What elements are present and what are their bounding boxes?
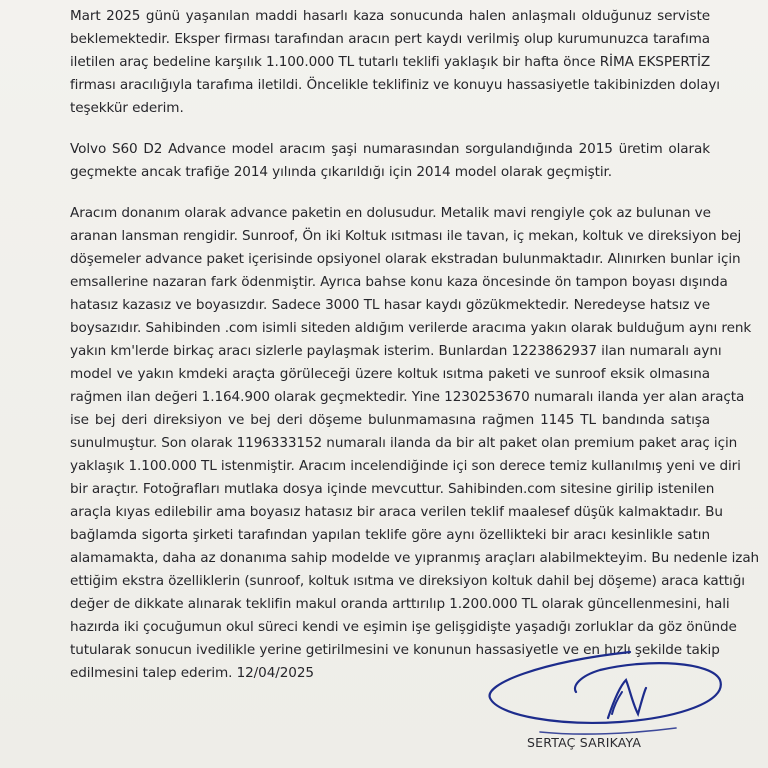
text-line: ise bej deri direksiyon ve bej deri döşeme bulunmamasına rağmen 1145 TL bandında satışa <box>70 412 710 428</box>
text-line: aranan lansman rengidir. Sunroof, Ön iki Koltuk ısıtması ile tavan, iç mekan, koltuk ve direksiyon bej <box>70 228 742 244</box>
text-line: yaklaşık 1.100.000 TL istenmiştir. Aracım incelendiğinde içi son derece temiz kullanılmış yeni ve diri <box>70 458 741 474</box>
text-line: Mart 2025 günü yaşanılan maddi hasarlı kaza sonucunda halen anlaşmalı olduğunuz serviste <box>70 8 710 24</box>
text-line: araçla kıyas edilebilir ama boyasız hatasız bir araca verilen teklif maalesef düşük kalmaktadır. Bu <box>70 504 723 520</box>
text-line: edilmesini talep ederim. 12/04/2025 <box>70 665 314 681</box>
text-line: ettiğim ekstra özelliklerin (sunroof, koltuk ısıtma ve direksiyon koltuk dahil bej döşeme) araca kattığı <box>70 573 745 589</box>
text-line: sunulmuştur. Son olarak 1196333152 numaralı ilanda da bir alt paket olan premium paket araç için <box>70 435 738 451</box>
text-line: beklemektedir. Eksper firması tarafından aracın pert kaydı verilmiş olup kurumunuzca tarafıma <box>70 31 710 47</box>
text-line: rağmen ilan değeri 1.164.900 olarak geçmektedir. Yine 1230253670 numaralı ilanda yer alan araçta <box>70 389 745 405</box>
letter-body <box>70 0 760 685</box>
text-line: Aracım donanım olarak advance paketin en dolusudur. Metalik mavi rengiyle çok az bulunan ve <box>70 205 711 221</box>
text-line: hazırda iki çocuğumun okul süreci kendi ve eşimin işe gelişgidişte yaşadığı zorluklar da göz önünde <box>70 619 737 635</box>
text-line: döşemeler advance paket içerisinde opsiyonel olarak ekstradan bulunmaktadır. Alınırken bunlar için <box>70 251 741 267</box>
paragraph-vehicle-model <box>70 138 710 184</box>
paragraph-vehicle-details <box>70 202 760 685</box>
signer-name: SERTAÇ SARIKAYA <box>527 735 642 750</box>
text-line: Volvo S60 D2 Advance model aracım şaşi numarasından sorgulandığında 2015 üretim olarak <box>70 141 710 157</box>
text-line: teşekkür ederim. <box>70 100 184 116</box>
text-line: bağlamda sigorta şirketi tarafından yapılan teklife göre aynı özellikteki bir aracı kesinlikle satın <box>70 527 710 543</box>
text-line: hatasız kazasız ve boyasızdır. Sadece 3000 TL hasar kaydı gözükmektedir. Neredeyse hatsız ve <box>70 297 710 313</box>
text-line: değer de dikkate alınarak teklifin makul oranda arttırılıp 1.200.000 TL olarak güncellenmesini, hali <box>70 596 730 612</box>
text-line: firması aracılığıyla tarafıma iletildi. Öncelikle teklifiniz ve konuyu hassasiyetle takibinizden dolayı <box>70 77 720 93</box>
paragraph-intro <box>70 5 720 120</box>
text-line: emsallerine nazaran fark ödenmiştir. Ayrıca bahse konu kaza öncesinde ön tampon boyası dışında <box>70 274 728 290</box>
text-line: tutularak sonucun ivedilikle yerine getirilmesini ve konunun hassasiyetle ve en hızlı şekilde takip <box>70 642 720 658</box>
text-line: model ve yakın kmdeki araçta görüleceği üzere koltuk ısıtma paketi ve sunroof eksik olmasına <box>70 366 710 382</box>
text-line: iletilen araç bedeline karşılık 1.100.000 TL tutarlı teklifi yaklaşık bir hafta önce RİMA EKSPERTİZ <box>70 54 711 70</box>
text-line: yakın km'lerde birkaç aracı sizlerle paylaşmak isterim. Bunlardan 1223862937 ilan numaralı aynı <box>70 343 722 359</box>
text-line: bir araçtır. Fotoğrafları mutlaka dosya içinde mevcuttur. Sahibinden.com sitesine girilip istenilen <box>70 481 715 497</box>
text-line: alamamakta, daha az donanıma sahip modelde ve yıpranmış araçları alabilmekteyim. Bu nedenle izah <box>70 550 760 566</box>
text-line: boysazıdır. Sahibinden .com isimli siteden aldığım verilerde aracıma yakın olarak bulduğum aynı renk <box>70 320 752 336</box>
text-line: geçmekte ancak trafiğe 2014 yılında çıkarıldığı için 2014 model olarak geçmiştir. <box>70 164 613 180</box>
